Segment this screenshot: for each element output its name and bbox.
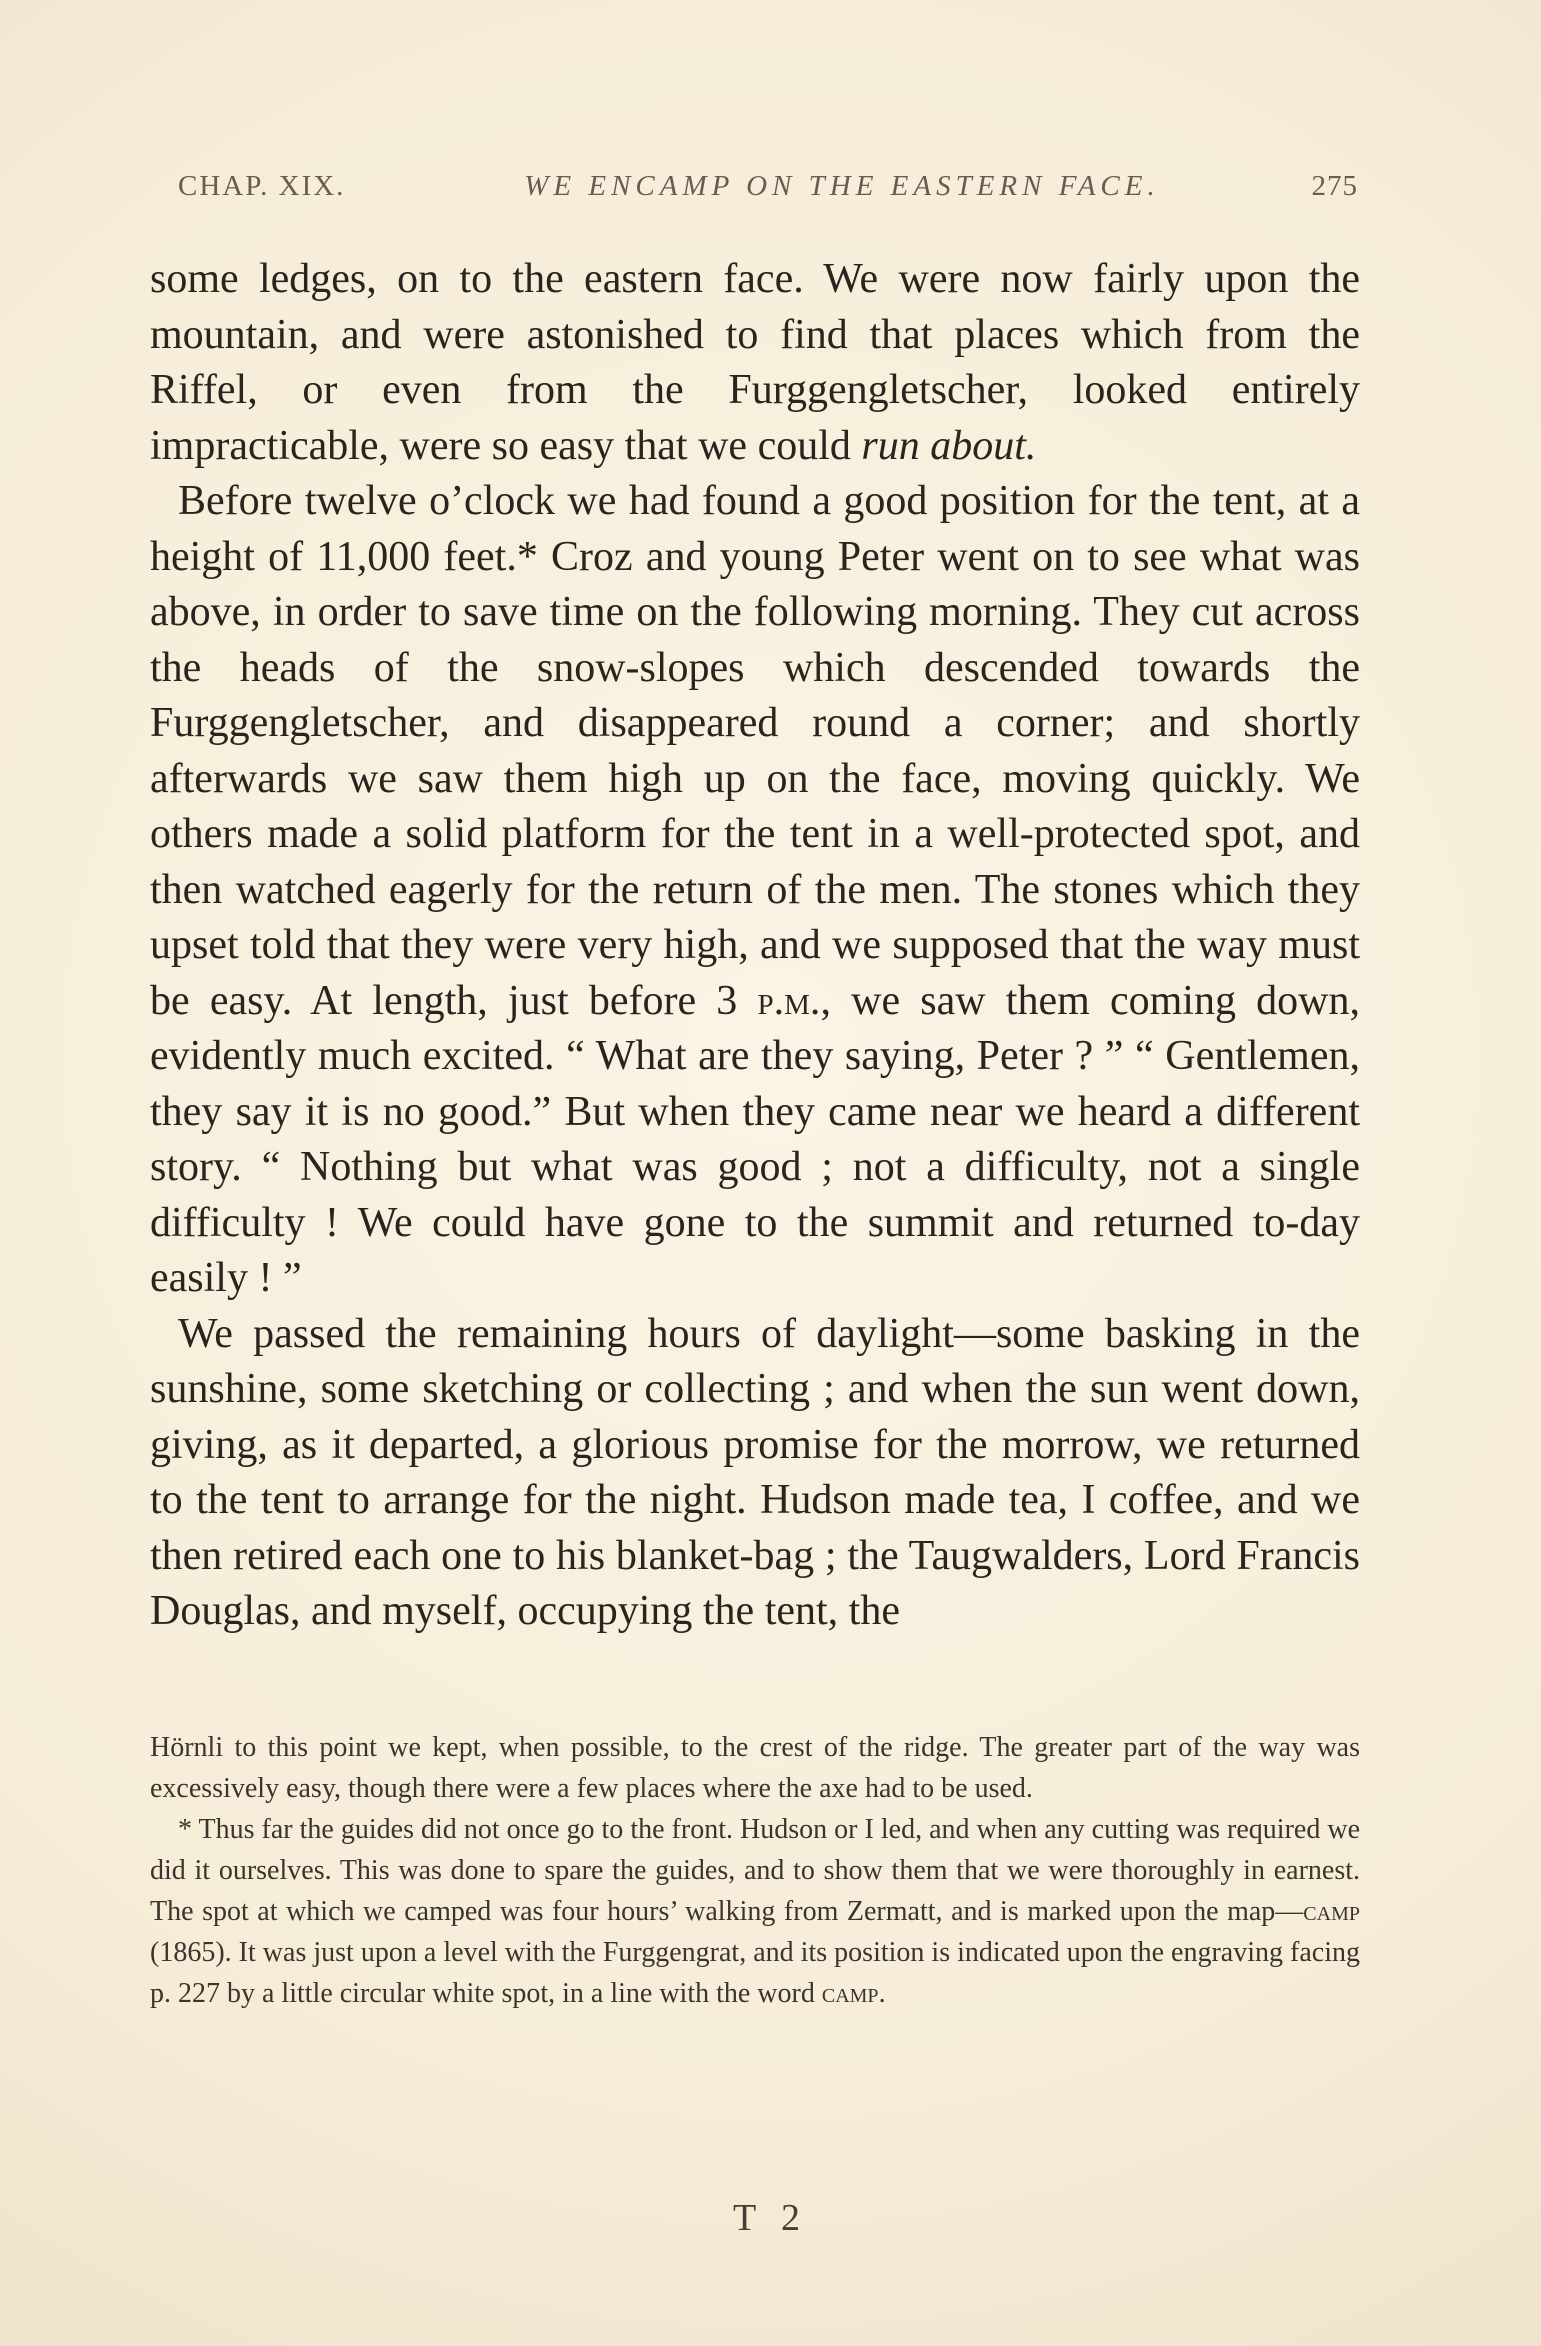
footnote-2-camp-2: camp [821,1978,879,2009]
chapter-label: CHAP. XIX. [178,170,346,202]
page-number: 275 [1311,170,1358,202]
footnote-1: Hörnli to this point we kept, when possible, to the crest of the ridge. The greater part of the way was excessively easy, though there were a few places where the axe had to be used. [150,1732,1360,1804]
footnote-2 [150,1809,1360,2014]
paragraph-2-pm: p.m. [757,977,821,1024]
paragraph-1 [150,252,1360,474]
footnote-2-period: . [878,1978,886,2009]
header-title: WE ENCAMP ON THE EASTERN FACE. [524,170,1160,202]
paragraph-2-text-cont: , we saw them coming down, evidently much excited. “ What are they saying, Peter ? ” “ Gentlemen, they say it is no good.” But when they came near we heard a different story. “ Nothing but what was good ; not a difficulty, not a single difficulty ! We could have gone to the summit and returned to-day easily ! ” [150,977,1360,1301]
running-header [178,170,1358,218]
paragraph-1-italic: run about. [861,422,1037,469]
footnote-2-text-cont: (1865). It was just upon a level with the Furggengrat, and its position is indicated upon the engraving facing p. 227 by a little circular white spot, in a line with the word [150,1937,1360,2009]
footnote-2-text: * Thus far the guides did not once go to the front. Hudson or I led, and when any cutting was required we did it ourselves. This was done to spare the guides, and to show them that we were thoroughly in earnest. The spot at which we camped was four hours’ walking from Zermatt, and is marked upon the map— [150,1814,1360,1927]
footnotes [150,1727,1360,2014]
paragraph-2-text: Before twelve o’clock we had found a good position for the tent, at a height of 11,000 feet.* Croz and young Peter went on to see what was above, in order to save time on the following morning. They cut across the heads of the snow-slopes which descended towards the Furggengletscher, and disappeared round a corner; and shortly afterwards we saw them high up on the face, moving quickly. We others made a solid platform for the tent in a well-protected spot, and then watched eagerly for the return of the men. The stones which they upset told that they were very high, and we supposed that the way must be easy. At length, just before 3 [150,478,1360,1024]
signature-mark: T 2 [732,2197,809,2239]
footnote-2-camp-1: camp [1303,1896,1360,1927]
paragraph-1-text: some ledges, on to the eastern face. We were now fairly upon the mountain, and were astonished to find that places which from the Riffel, or even from the Furggengletscher, looked entirely impracticable, were so easy that we could [150,256,1360,469]
paragraph-3: We passed the remaining hours of daylight—some basking in the sunshine, some sketching or collecting ; and when the sun went down, giving, as it departed, a glorious promise for the morrow, we returned to the tent to arrange for the night. Hudson made tea, I coffee, and we then retired each one to his blanket-bag ; the Taugwalders, Lord Francis Douglas, and myself, occupying the tent, the [150,1310,1360,1634]
body-text [150,252,1360,1640]
paragraph-2 [150,474,1360,1307]
